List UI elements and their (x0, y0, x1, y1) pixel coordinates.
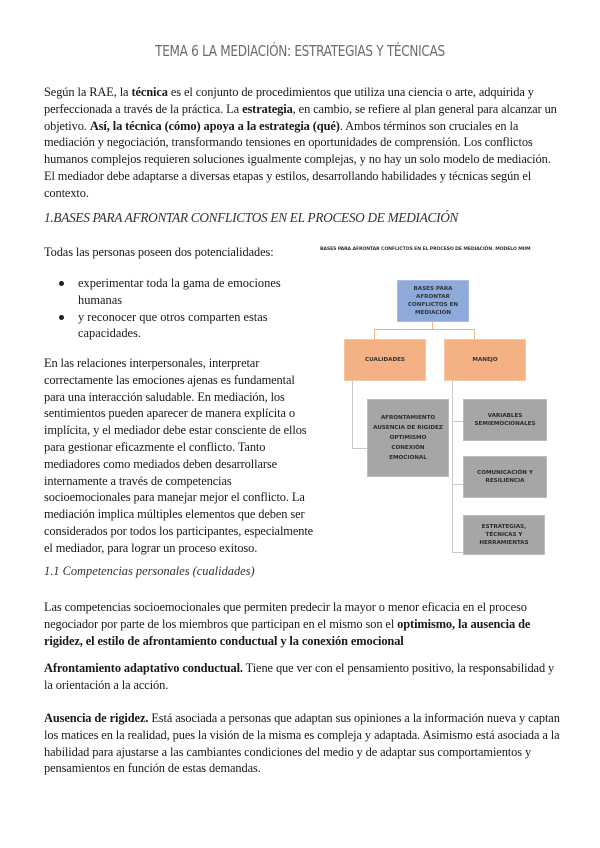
afrontamiento-term: Afrontamiento adaptativo conductual. (44, 661, 243, 675)
list-item: experimentar toda la gama de emociones humanas (44, 275, 294, 309)
section-heading-1-1: 1.1 Competencias personales (cualidades) (44, 564, 255, 578)
connector-line (352, 380, 353, 448)
potentialities-list (44, 275, 294, 342)
diagram-node-manejo: MANEJO (444, 339, 526, 381)
connector-line (452, 484, 463, 485)
competencies-list-bold: optimismo, la ausencia de rigidez, el estilo de afrontamiento conductual y la conexión emocional (44, 616, 531, 648)
connector-line (452, 421, 463, 422)
bullet-icon (59, 315, 64, 320)
mediation-bases-diagram (318, 243, 563, 563)
intro-paragraph: Según la RAE, la técnica es el conjunto de procedimientos que utiliza una ciencia o arte, adquirida y perfeccionada a través de la práctica. La estrategia, en cambio, se refiere al plan general para alcanzar un objetivo. Así, la técnica (cómo) apoya a la estrategia (qué). Ambos términos son cruciales en la mediación y negociación, transformando tensiones en oportunidades de comprensión. Los conflictos humanos complejos requieren soluciones igualmente complejas, y no hay un solo modelo de mediación. El mediador debe adaptarse a diversas etapas y estilos, desarrollando habilidades y técnicas según el contexto. (44, 85, 557, 200)
term-tecnica: técnica (131, 85, 168, 99)
term-estrategia: estrategia (242, 101, 293, 116)
list-item: y reconocer que otros comparten estas capacidades. (44, 309, 294, 343)
bullet-icon (59, 281, 64, 286)
section-heading-1: 1.BASES PARA AFRONTAR CONFLICTOS EN EL PROCESO DE MEDIACIÓN (44, 210, 459, 225)
diagram-node-variables: VARIABLES SEMIEMOCIONALES (463, 399, 547, 441)
diagram-title: BASES PARA AFRONTAR CONFLICTOS EN EL PROCESO DE MEDIACIÓN. MODELO MIIM (320, 247, 531, 252)
diagram-node-estrategias: ESTRATEGIAS, TÉCNICAS Y HERRAMIENTAS (463, 515, 545, 555)
connector-line (432, 321, 433, 329)
diagram-node-comunicacion: COMUNICACIÓN Y RESILIENCIA (463, 456, 547, 498)
diagram-root-node: BASES PARA AFRONTAR CONFLICTOS EN MEDIACION (397, 280, 469, 322)
connector-line (452, 552, 463, 553)
section-1-body: En las relaciones interpersonales, interpretar correctamente las emociones ajenas es fundamental para una interacción saludable. En mediación, los sentimientos pueden aparecer de manera explícita o implícita, y el mediador debe estar consciente de ellos para gestionar eficazmente el conflicto. Tanto mediadores como mediados deben desarrollarse internamente a través de competencias socioemocionales para manejar mejor el conflicto. La mediación implica múltiples elementos que deben ser considerados por todos los participantes, especialmente el mediador, para lograr un proceso exitoso. (44, 356, 314, 555)
rigidez-term: Ausencia de rigidez. (44, 711, 149, 725)
connector-line (352, 448, 367, 449)
connector-line (474, 329, 475, 339)
key-statement: Así, la técnica (cómo) apoya a la estrategia (qué) (89, 118, 340, 133)
connector-line (374, 329, 375, 339)
afrontamiento-paragraph: Afrontamiento adaptativo conductual. Tiene que ver con el pensamiento positivo, la responsabilidad y la orientación a la acción. (44, 661, 555, 692)
section-1-lead: Todas las personas poseen dos potencialidades: (44, 245, 274, 259)
connector-line (452, 380, 453, 552)
page-title: TEMA 6 LA MEDIACIÓN: ESTRATEGIAS Y TÉCNICAS (155, 42, 445, 60)
rigidez-paragraph: Ausencia de rigidez. Está asociada a personas que adaptan sus opiniones a la información nueva y captan los matices en la realidad, pues la visión de la misma es compleja y adaptada. Asimismo está asociada a la habilidad para ajustarse a las cambiantes condiciones del medio y de adaptar sus comportamientos y pensamientos en función de estas demandas. (44, 711, 560, 776)
competencies-paragraph: Las competencias socioemocionales que permiten predecir la mayor o menor eficacia en el proceso negociador por parte de los miembros que participan en el mismo son el optimismo, la ausencia de rigidez, el estilo de afrontamiento conductual y la conexión emocional (44, 600, 531, 648)
connector-line (374, 329, 474, 330)
diagram-node-cualidades-items: AFRONTAMIENTO AUSENCIA DE RIGIDEZ OPTIMISMO CONEXIÓN EMOCIONAL (367, 399, 449, 477)
diagram-node-cualidades: CUALIDADES (344, 339, 426, 381)
